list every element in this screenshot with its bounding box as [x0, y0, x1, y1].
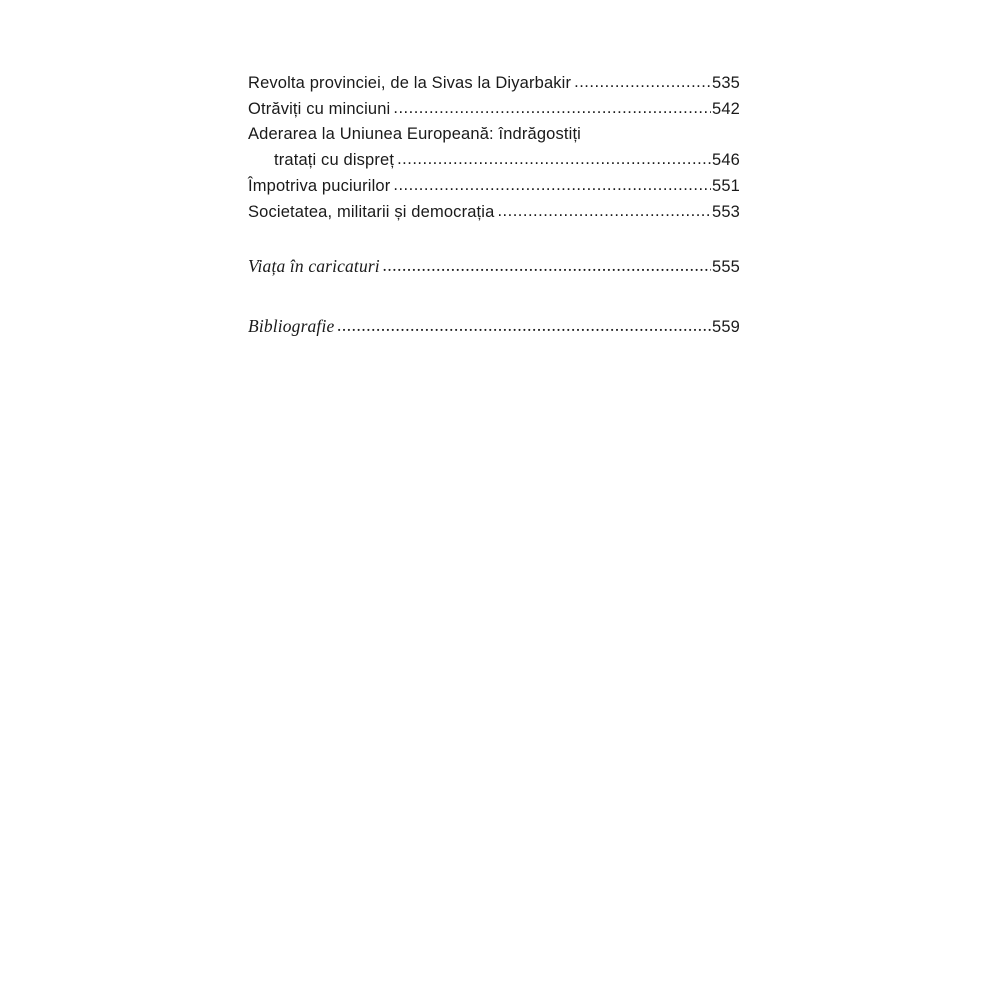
dot-leader — [393, 95, 711, 121]
toc-entry — [248, 122, 740, 173]
toc-entry-page: 553 — [712, 203, 740, 221]
toc-entry — [248, 70, 740, 96]
toc-section-entry — [248, 253, 740, 279]
toc-entry-page: 542 — [712, 100, 740, 118]
toc-entry — [248, 173, 740, 199]
toc-entry-page: 546 — [712, 151, 740, 169]
dot-leader — [397, 146, 711, 172]
toc-entry — [248, 96, 740, 122]
toc-entry-page: 551 — [712, 177, 740, 195]
toc-section-title: Bibliografie — [248, 316, 335, 336]
dot-leader — [337, 312, 711, 338]
toc-entry-continuation — [248, 147, 740, 173]
toc-entry-title-line1: Aderarea la Uniunea Europeană: îndrăgostiți — [248, 125, 582, 143]
toc-entry-title: Împotriva puciurilor — [248, 177, 391, 195]
toc-entry-page: 559 — [712, 318, 740, 336]
toc-entry-title: Revolta provinciei, de la Sivas la Diyarbakir — [248, 74, 572, 92]
dot-leader — [383, 252, 711, 278]
toc-entry — [248, 199, 740, 225]
dot-leader — [497, 198, 711, 224]
toc-entry-page: 555 — [712, 258, 740, 276]
toc-entry-page: 535 — [712, 74, 740, 92]
toc-section-title: Viața în caricaturi — [248, 256, 380, 276]
toc-entry-title: Otrăviți cu minciuni — [248, 100, 391, 118]
dot-leader — [393, 172, 711, 198]
toc-entry-title-line2: tratați cu dispreț — [274, 151, 395, 169]
table-of-contents — [248, 70, 740, 339]
dot-leader — [574, 69, 711, 95]
toc-entry-title: Societatea, militarii și democrația — [248, 203, 495, 221]
toc-section-entry — [248, 313, 740, 339]
